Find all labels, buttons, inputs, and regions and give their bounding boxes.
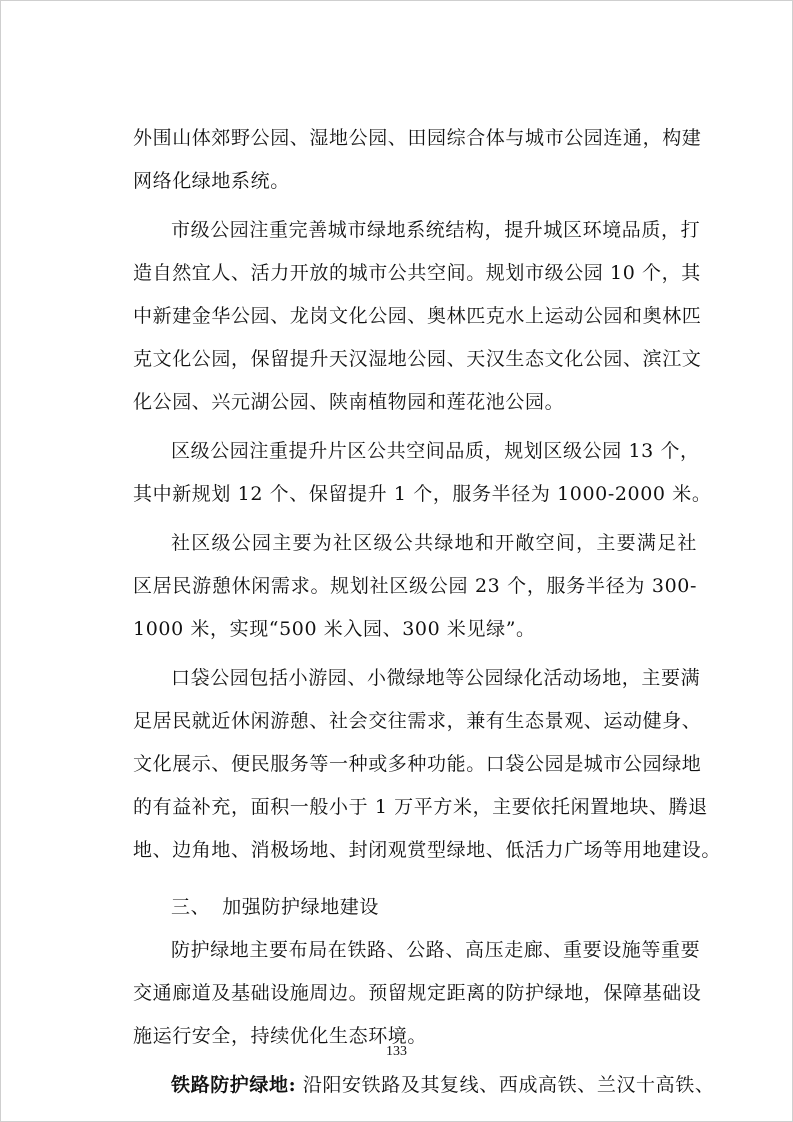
text-line: 化公园、兴元湖公园、陕南植物园和莲花池公园。 xyxy=(133,391,565,413)
section-title: 加强防护绿地建设 xyxy=(222,896,380,918)
paragraph xyxy=(133,1064,715,1107)
text-line: 1000 米，实现“500 米入园、300 米见绿”。 xyxy=(133,618,536,640)
text-line: 中新建金华公园、龙岗文化公园、奥林匹克水上运动公园和奥林匹 xyxy=(133,305,702,327)
text-line: 足居民就近休闲游憩、社会交往需求，兼有生态景观、运动健身、 xyxy=(133,710,702,732)
text-line: 区级公园注重提升片区公共空间品质，规划区级公园 13 个， xyxy=(171,440,700,462)
text-line: 网络化绿地系统。 xyxy=(133,170,290,192)
section-heading xyxy=(133,886,697,929)
paragraph-text: 沿阳安铁路及其复线、西成高铁、兰汉十高铁、 xyxy=(296,1074,715,1096)
text-line: 社区级公园主要为社区级公共绿地和开敞空间，主要满足社 xyxy=(171,532,697,554)
paragraph xyxy=(133,117,702,203)
text-line: 市级公园注重完善城市绿地系统结构，提升城区环境品质，打 xyxy=(171,219,701,241)
text-line: 施运行安全，持续优化生态环境。 xyxy=(133,1025,428,1047)
text-line: 的有益补充，面积一般小于 1 万平方米，主要依托闲置地块、腾退 xyxy=(133,796,708,818)
paragraph xyxy=(133,522,697,651)
page-number: 133 xyxy=(386,1044,407,1059)
text-line: 克文化公园，保留提升天汉湿地公园、天汉生态文化公园、滨江文 xyxy=(133,348,702,370)
section-number: 三、 xyxy=(171,896,211,918)
paragraph xyxy=(133,209,702,424)
document-body xyxy=(133,117,722,1107)
paragraph xyxy=(133,430,712,516)
text-line: 其中新规划 12 个、保留提升 1 个，服务半径为 1000-2000 米。 xyxy=(133,483,712,505)
text-line: 区居民游憩休闲需求。规划社区级公园 23 个，服务半径为 300- xyxy=(133,575,697,597)
text-line: 交通廊道及基础设施周边。预留规定距离的防护绿地，保障基础设 xyxy=(133,982,702,1004)
text-line: 地、边角地、消极场地、封闭观赏型绿地、低活力广场等用地建设。 xyxy=(133,839,722,861)
paragraph xyxy=(133,929,702,1058)
text-line: 外围山体郊野公园、湿地公园、田园综合体与城市公园连通，构建 xyxy=(133,127,702,149)
text-line: 文化展示、便民服务等一种或多种功能。口袋公园是城市公园绿地 xyxy=(133,753,702,775)
text-line: 防护绿地主要布局在铁路、公路、高压走廊、重要设施等重要 xyxy=(171,939,701,961)
text-line: 口袋公园包括小游园、小微绿地等公园绿化活动场地，主要满 xyxy=(171,667,701,689)
bold-lead-term: 铁路防护绿地: xyxy=(171,1074,297,1096)
text-line xyxy=(133,1064,715,1107)
paragraph xyxy=(133,657,722,872)
text-line: 造自然宜人、活力开放的城市公共空间。规划市级公园 10 个，其 xyxy=(133,262,701,284)
